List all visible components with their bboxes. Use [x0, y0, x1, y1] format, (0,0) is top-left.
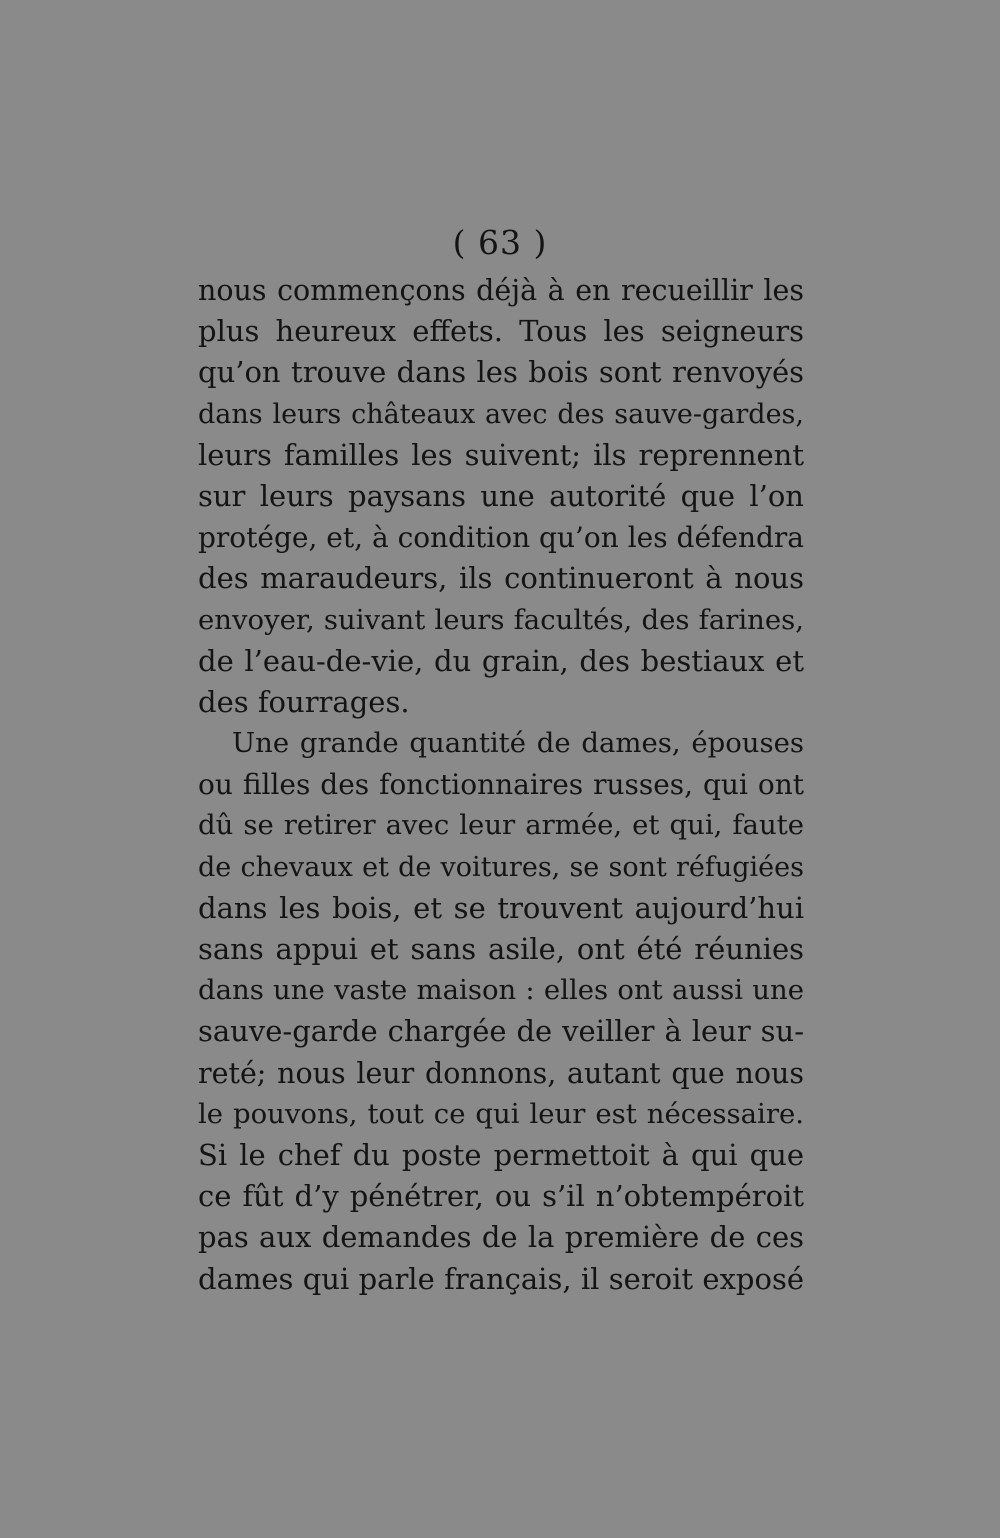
- text-line: dans leurs châteaux avec des sauve-gardes,: [198, 398, 804, 430]
- text-line: Une grande quantité de dames, épouses: [232, 727, 804, 760]
- text-line: des fourrages.: [198, 684, 410, 719]
- text-line: Si le chef du poste permettoit à qui que: [198, 1137, 804, 1172]
- text-line: reté; nous leur donnons, autant que nous: [198, 1056, 804, 1090]
- body-text: [198, 270, 804, 1300]
- text-line: pas aux demandes de la première de ces: [198, 1220, 804, 1255]
- text-line: ce fût d’y pénétrer, ou s’il n’obtempéroit: [198, 1179, 804, 1214]
- text-line: dû se retirer avec leur armée, et qui, faute: [198, 809, 804, 842]
- text-line: nous commençons déjà à en recueillir les: [198, 274, 804, 307]
- text-line: sur leurs paysans une autorité que l’on: [198, 478, 804, 513]
- text-line: protége, et, à condition qu’on les défendra: [198, 521, 804, 555]
- text-line: des maraudeurs, ils continueront à nous: [198, 561, 804, 596]
- text-line: sans appui et sans asile, ont été réunies: [198, 932, 804, 966]
- text-line: ou filles des fonctionnaires russes, qui ont: [198, 768, 804, 802]
- text-line: plus heureux effets. Tous les seigneurs: [198, 314, 804, 349]
- text-line: de l’eau-de-vie, du grain, des bestiaux et: [198, 643, 804, 678]
- text-line: dans une vaste maison : elles ont aussi une: [198, 974, 804, 1007]
- text-line: de chevaux et de voitures, se sont réfugiées: [198, 851, 804, 883]
- text-line: dames qui parle français, il seroit exposé: [198, 1261, 804, 1296]
- text-line: le pouvons, tout ce qui leur est nécessaire.: [198, 1097, 804, 1130]
- text-line: envoyer, suivant leurs facultés, des farines,: [198, 603, 804, 636]
- text-line: qu’on trouve dans les bois sont renvoyés: [198, 355, 804, 390]
- text-line: leurs familles les suivent; ils reprennent: [198, 437, 804, 472]
- page-number: ( 63 ): [452, 223, 548, 262]
- text-line: dans les bois, et se trouvent aujourd’hui: [198, 890, 804, 925]
- text-line: sauve-garde chargée de veiller à leur su-: [198, 1014, 804, 1049]
